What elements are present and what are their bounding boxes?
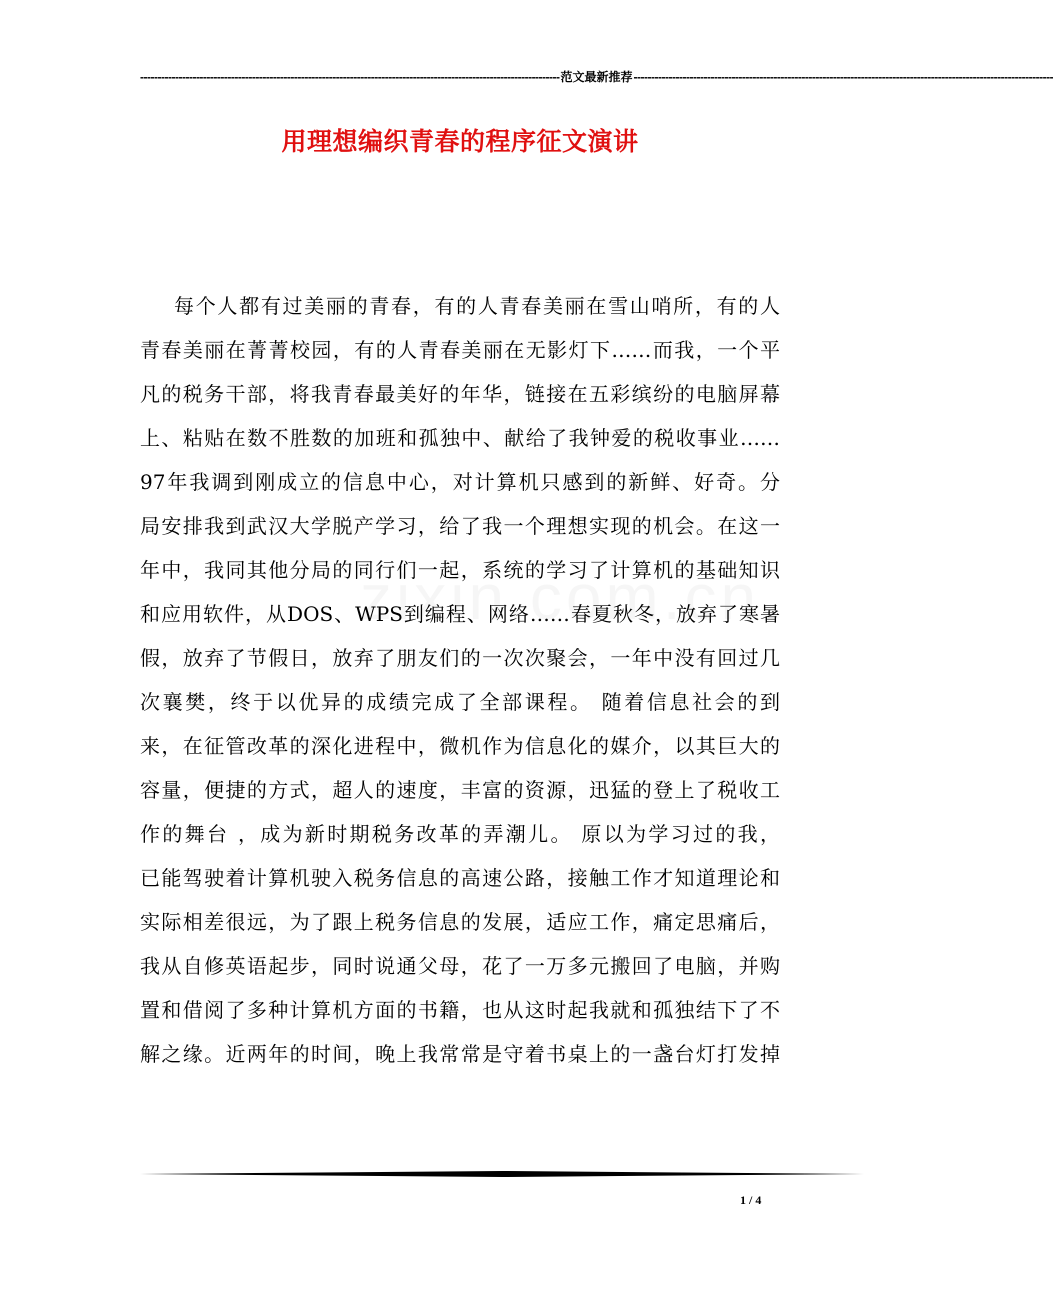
body-line: 实际相差很远，为了跟上税务信息的发展，适应工作，痛定思痛后，: [140, 910, 780, 934]
body-line: 每个人都有过美丽的青春，有的人青春美丽在雪山哨所，有的人: [174, 294, 780, 318]
header-dashes-right: ------------------------------------------------------------------------------------------------------------------------: [633, 69, 1053, 84]
body-line: 上、粘贴在数不胜数的加班和孤独中、献给了我钟爱的税收事业……: [140, 426, 780, 450]
body-line: 我从自修英语起步，同时说通父母，花了一万多元搬回了电脑，并购: [140, 954, 780, 978]
body-line: 次襄樊，终于以优异的成绩完成了全部课程。 随着信息社会的到: [140, 690, 780, 714]
body-line: 97年我调到刚成立的信息中心，对计算机只感到的新鲜、好奇。分: [140, 470, 780, 494]
body-line: 来，在征管改革的深化进程中，微机作为信息化的媒介，以其巨大的: [140, 734, 780, 758]
body-line: 已能驾驶着计算机驶入税务信息的高速公路，接触工作才知道理论和: [140, 866, 780, 890]
body-line: 假，放弃了节假日，放弃了朋友们的一次次聚会，一年中没有回过几: [140, 646, 780, 670]
footer-rule: [140, 1171, 864, 1177]
header-dashes-left: ------------------------------------------------------------------------------------------------------------------------: [140, 69, 560, 84]
document-body: [140, 288, 780, 1080]
page-number: 1 / 4: [740, 1193, 762, 1207]
body-line: 年中，我同其他分局的同行们一起，系统的学习了计算机的基础知识: [140, 558, 780, 582]
body-line: 容量，便捷的方式，超人的速度，丰富的资源，迅猛的登上了税收工: [140, 778, 780, 802]
body-line: 作的舞台 ，成为新时期税务改革的弄潮儿。 原以为学习过的我，: [140, 822, 780, 846]
body-line: 置和借阅了多种计算机方面的书籍，也从这时起我就和孤独结下了不: [140, 998, 780, 1022]
page-header: [140, 68, 1053, 85]
body-line: 解之缘。近两年的时间，晚上我常常是守着书桌上的一盏台灯打发掉: [140, 1042, 780, 1066]
body-line: 局安排我到武汉大学脱产学习，给了我一个理想实现的机会。在这一: [140, 514, 780, 538]
body-line: 凡的税务干部，将我青春最美好的年华，链接在五彩缤纷的电脑屏幕: [140, 382, 780, 406]
document-title: 用理想编织青春的程序征文演讲: [281, 127, 639, 156]
body-line: 和应用软件，从DOS、WPS到编程、网络……春夏秋冬，放弃了寒暑: [140, 602, 780, 626]
header-label: 范文最新推荐: [560, 70, 633, 84]
body-line: 青春美丽在菁菁校园，有的人青春美丽在无影灯下……而我，一个平: [140, 338, 780, 362]
